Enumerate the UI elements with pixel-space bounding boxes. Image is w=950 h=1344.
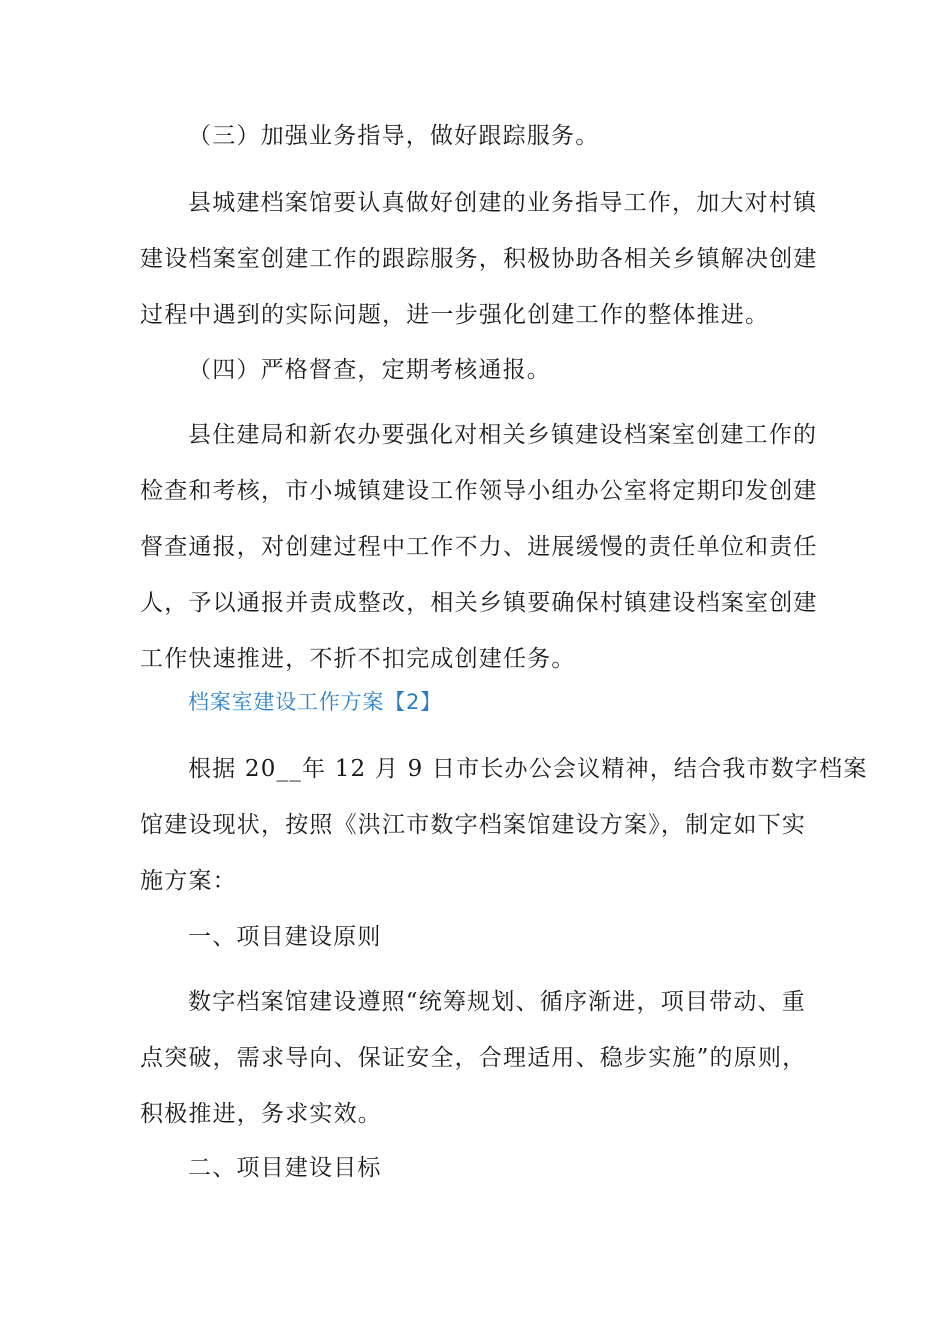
doc-2-intro-paragraph <box>140 741 868 909</box>
part-2-heading: 二、项目建设目标 <box>188 1155 382 1181</box>
paragraph-line: 县城建档案馆要认真做好创建的业务指导工作，加大对村镇 <box>188 190 818 216</box>
paragraph-line: 馆建设现状，按照《洪江市数字档案馆建设方案》，制定如下实 <box>140 812 807 838</box>
section-4-heading: （四）严格督查，定期考核通报。 <box>188 357 551 383</box>
section-4-heading-block <box>140 342 820 398</box>
doc-2-title-link[interactable]: 档案室建设工作方案【2】 <box>188 690 442 714</box>
paragraph-line: 施方案： <box>140 868 237 894</box>
paragraph-line: 积极推进，务求实效。 <box>140 1101 382 1127</box>
paragraph-line: 检查和考核，市小城镇建设工作领导小组办公室将定期印发创建 <box>140 478 818 504</box>
paragraph-line: 县住建局和新农办要强化对相关乡镇建设档案室创建工作的 <box>188 422 818 448</box>
part-1-heading-block <box>140 909 820 965</box>
part-2-heading-block <box>140 1140 820 1196</box>
paragraph-line: 根据 20__年 12 月 9 日市长办公会议精神，结合我市数字档案 <box>188 756 868 782</box>
part-1-heading: 一、项目建设原则 <box>188 924 382 950</box>
section-3-paragraph <box>140 175 820 343</box>
section-4-paragraph <box>140 407 820 687</box>
paragraph-line: 督查通报，对创建过程中工作不力、进展缓慢的责任单位和责任 <box>140 534 818 560</box>
paragraph-line: 建设档案室创建工作的跟踪服务，积极协助各相关乡镇解决创建 <box>140 246 818 272</box>
part-1-paragraph <box>140 974 820 1142</box>
paragraph-line: 点突破，需求导向、保证安全，合理适用、稳步实施”的原则， <box>140 1045 807 1071</box>
paragraph-line: 数字档案馆建设遵照“统筹规划、循序渐进，项目带动、重 <box>188 989 806 1015</box>
paragraph-line: 过程中遇到的实际问题，进一步强化创建工作的整体推进。 <box>140 302 770 328</box>
section-3-heading-block <box>140 108 820 164</box>
paragraph-line: 人，予以通报并责成整改，相关乡镇要确保村镇建设档案室创建 <box>140 590 818 616</box>
paragraph-line: 工作快速推进，不折不扣完成创建任务。 <box>140 646 576 672</box>
section-3-heading: （三）加强业务指导，做好跟踪服务。 <box>188 123 600 149</box>
